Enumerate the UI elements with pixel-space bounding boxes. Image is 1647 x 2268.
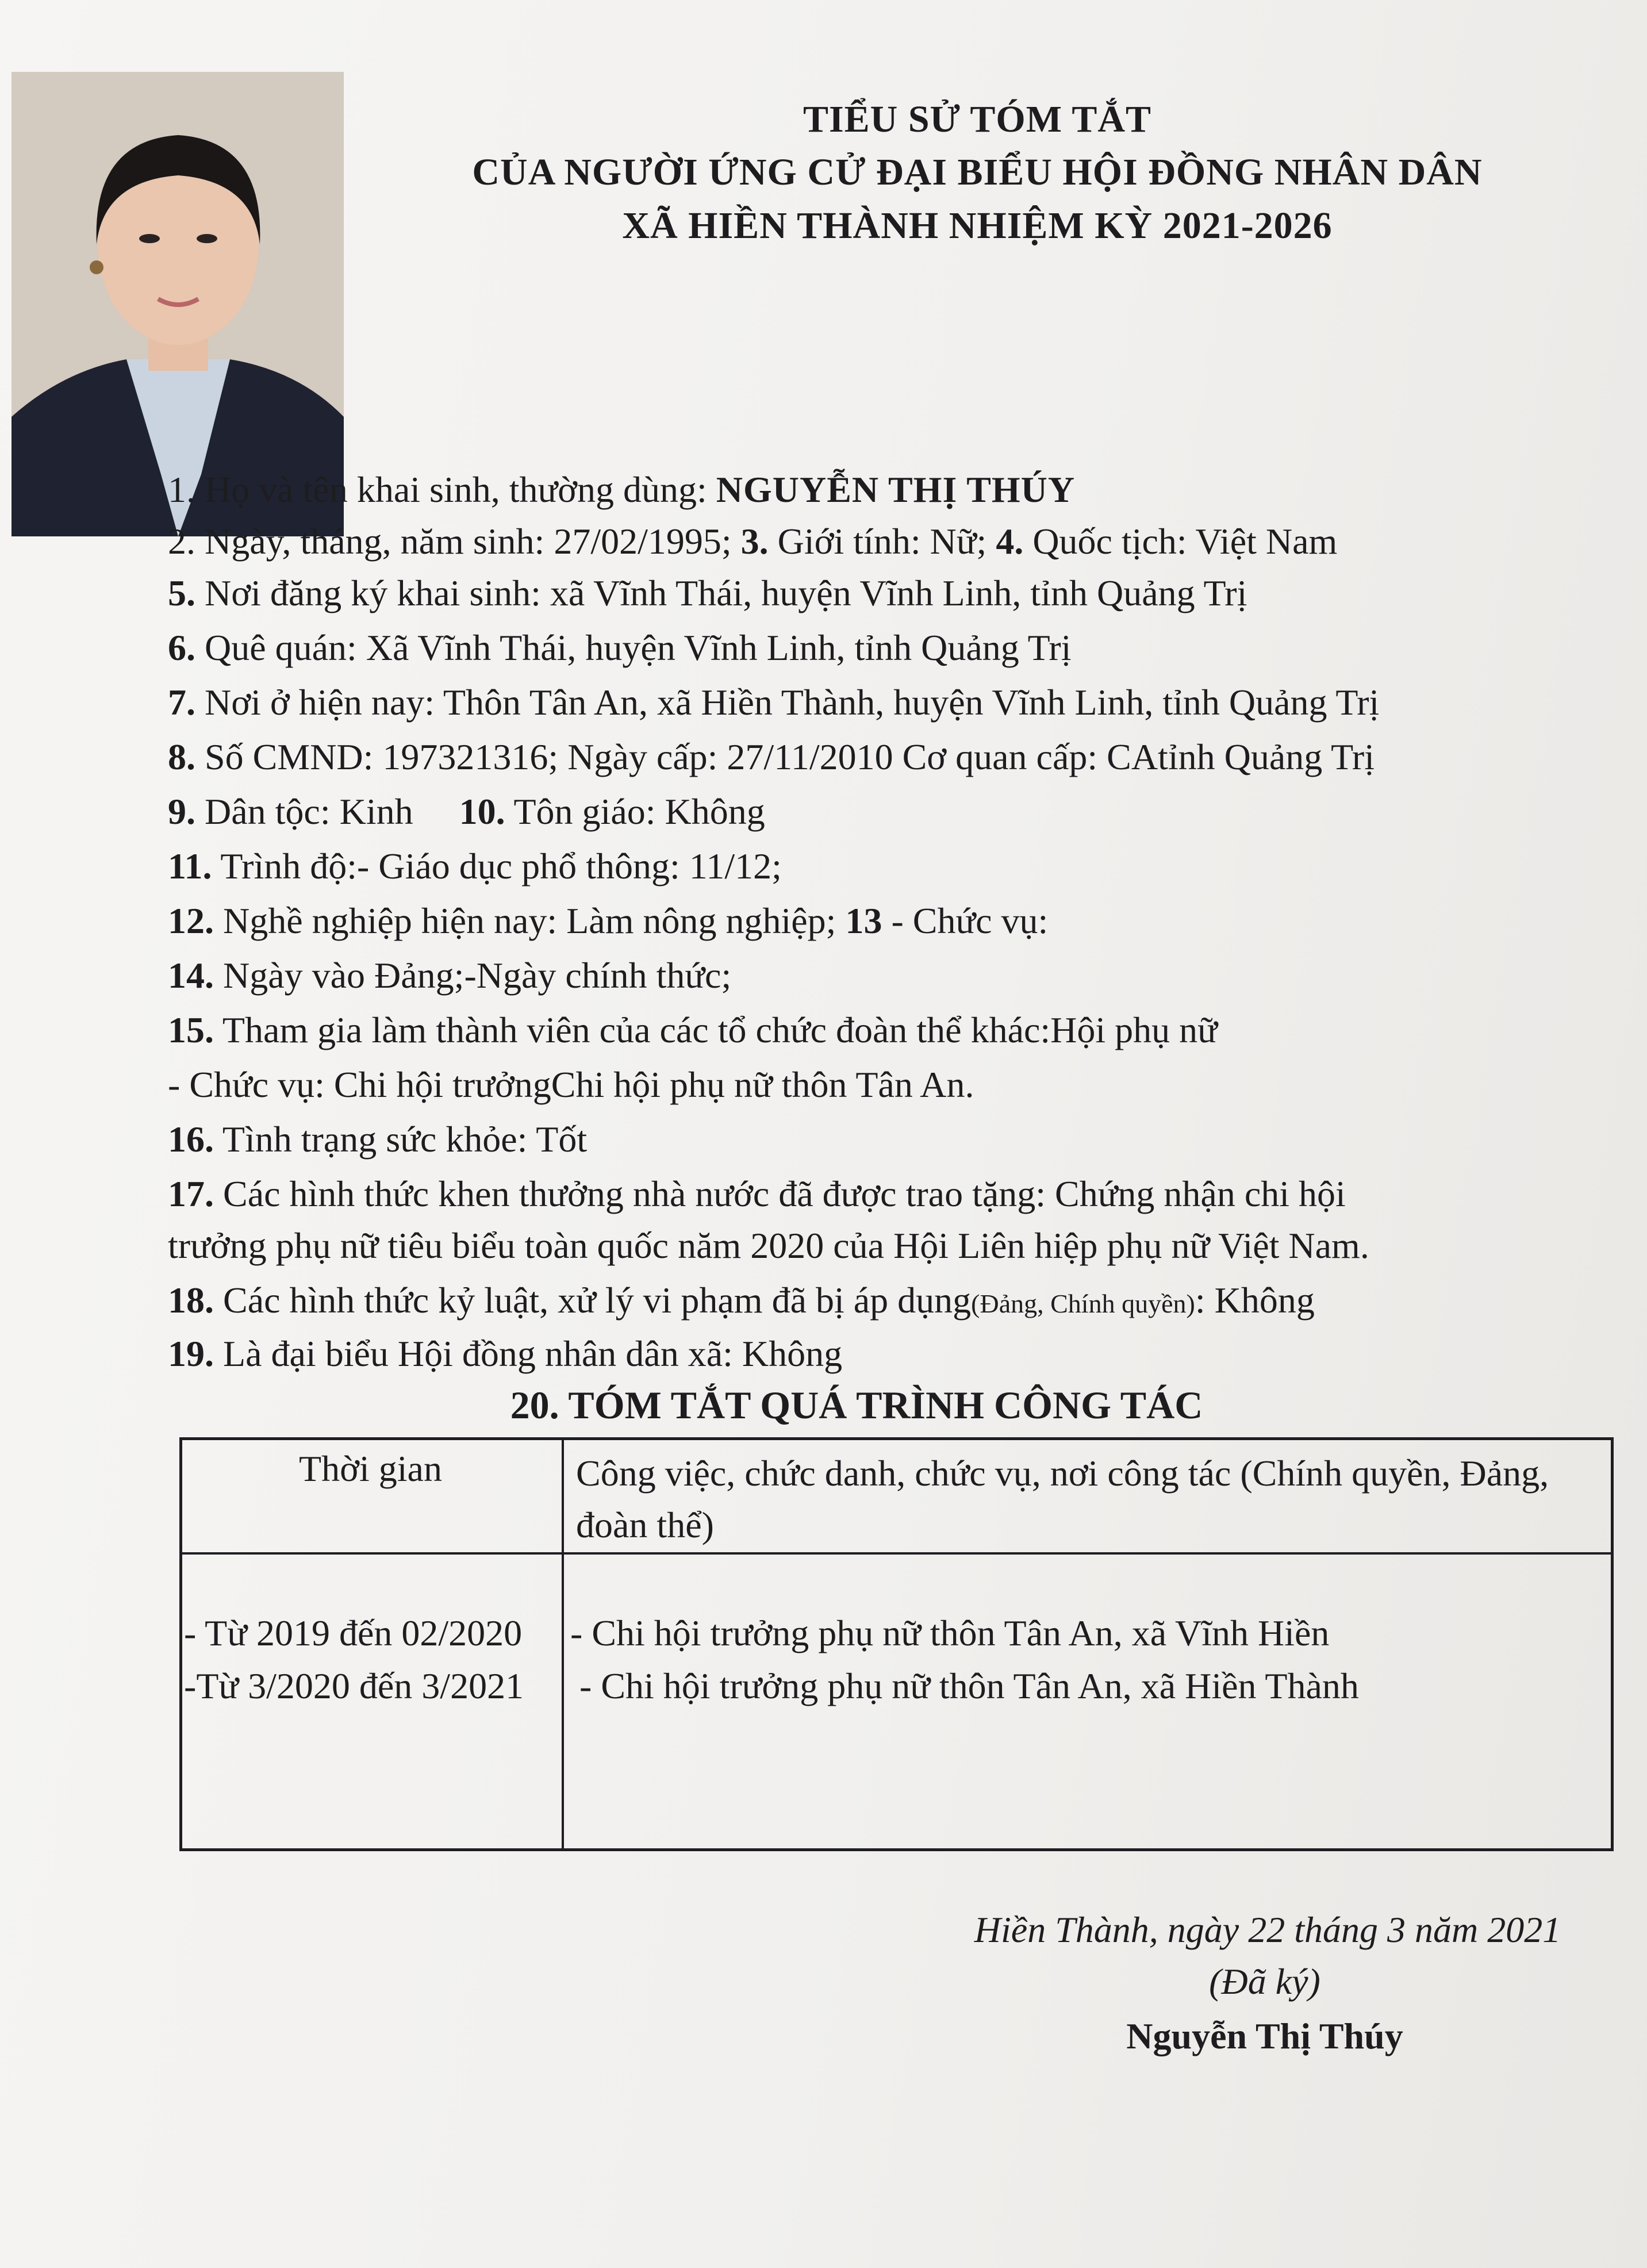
- doc-subtitle-term: XÃ HIỀN THÀNH NHIỆM KỲ 2021-2026: [622, 205, 1333, 247]
- work-history-table: [179, 1437, 1614, 1851]
- table-row-job: - Chi hội trưởng phụ nữ thôn Tân An, xã Hiền Thành: [570, 1665, 1359, 1706]
- field-14: 14. Ngày vào Đảng;-Ngày chính thức;: [168, 955, 732, 996]
- signature-place-date: Hiền Thành, ngày 22 tháng 3 năm 2021: [974, 1909, 1561, 1950]
- field-7: 7. Nơi ở hiện nay: Thôn Tân An, xã Hiền Thành, huyện Vĩnh Linh, tỉnh Quảng Trị: [168, 682, 1380, 723]
- field-11: 11. Trình độ:- Giáo dục phổ thông: 11/12;: [168, 846, 782, 887]
- doc-title: TIỂU SỬ TÓM TẮT: [803, 98, 1152, 140]
- table-row-time: -Từ 3/2020 đến 3/2021: [184, 1665, 524, 1706]
- work-history-title: 20. TÓM TẮT QUÁ TRÌNH CÔNG TÁC: [510, 1383, 1203, 1427]
- doc-subtitle: CỦA NGƯỜI ỨNG CỬ ĐẠI BIỂU HỘI ĐỒNG NHÂN DÂN: [472, 151, 1483, 193]
- portrait-icon: [11, 72, 344, 536]
- field-1: 1. Họ và tên khai sinh, thường dùng: NGUYỄN THỊ THÚY: [168, 469, 1076, 510]
- field-5: 5. Nơi đăng ký khai sinh: xã Vĩnh Thái, huyện Vĩnh Linh, tỉnh Quảng Trị: [168, 573, 1247, 613]
- signature-status: (Đã ký): [1209, 1961, 1320, 2002]
- portrait-photo: [11, 72, 344, 536]
- signer-name: Nguyễn Thị Thúy: [1126, 2016, 1403, 2056]
- field-18: 18. Các hình thức kỷ luật, xử lý vi phạm đã bị áp dụng(Đảng, Chính quyền): Không: [168, 1280, 1315, 1321]
- field-15-position: - Chức vụ: Chi hội trưởngChi hội phụ nữ thôn Tân An.: [168, 1064, 974, 1105]
- column-header-job: Công việc, chức danh, chức vụ, nơi công tác (Chính quyền, Đảng, đoàn thể): [576, 1453, 1549, 1545]
- field-16: 16. Tình trạng sức khỏe: Tốt: [168, 1119, 588, 1160]
- field-9-10: 9. Dân tộc: Kinh 10. Tôn giáo: Không: [168, 791, 765, 832]
- field-17: 17. Các hình thức khen thưởng nhà nước đã được trao tặng: Chứng nhận chi hội: [168, 1173, 1346, 1214]
- field-17-cont: trưởng phụ nữ tiêu biểu toàn quốc năm 2020 của Hội Liên hiệp phụ nữ Việt Nam.: [168, 1225, 1369, 1266]
- table-row-job: - Chi hội trưởng phụ nữ thôn Tân An, xã Vĩnh Hiền: [570, 1613, 1330, 1653]
- field-6: 6. Quê quán: Xã Vĩnh Thái, huyện Vĩnh Linh, tỉnh Quảng Trị: [168, 627, 1072, 668]
- field-8: 8. Số CMND: 197321316; Ngày cấp: 27/11/2010 Cơ quan cấp: CAtỉnh Quảng Trị: [168, 736, 1375, 777]
- table-row-time: - Từ 2019 đến 02/2020: [184, 1613, 523, 1653]
- field-2-4: 2. Ngày, tháng, năm sinh: 27/02/1995; 3. Giới tính: Nữ; 4. Quốc tịch: Việt Nam: [168, 521, 1338, 562]
- field-12-13: 12. Nghề nghiệp hiện nay: Làm nông nghiệp; 13 - Chức vụ:: [168, 900, 1049, 941]
- field-15: 15. Tham gia làm thành viên của các tổ chức đoàn thể khác:Hội phụ nữ: [168, 1010, 1218, 1050]
- column-header-time: Thời gian: [299, 1448, 442, 1489]
- field-19: 19. Là đại biểu Hội đồng nhân dân xã: Không: [168, 1333, 843, 1374]
